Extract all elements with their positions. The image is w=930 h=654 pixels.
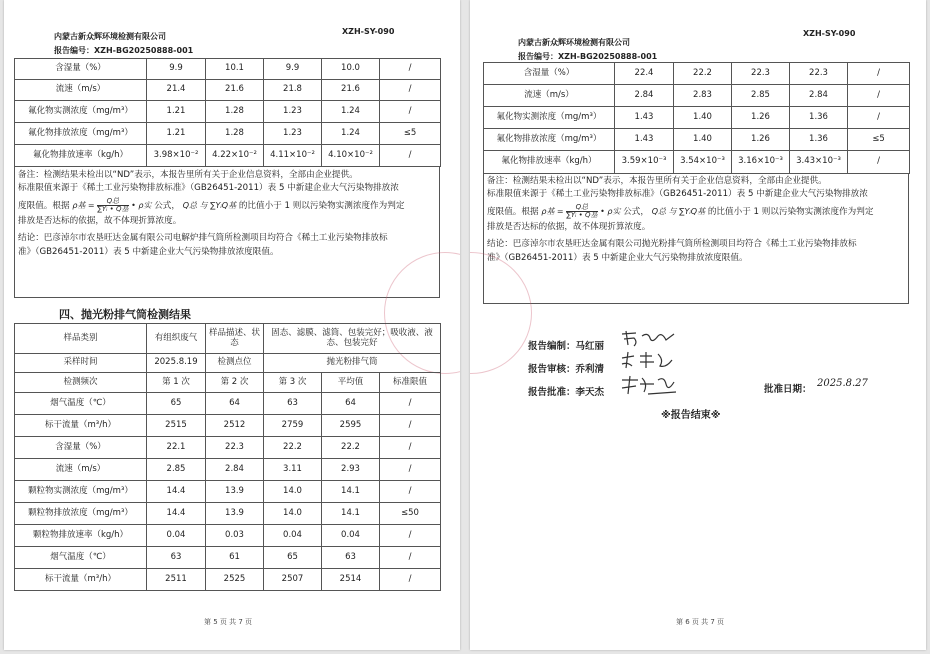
conclusion: 结论：巴彦淖尔市农垦旺达金属有限公司抛光粉排气筒所检测项目均符合《稀土工业污染物排放标 <box>487 239 857 250</box>
report-end: ※报告结束※ <box>661 410 721 421</box>
signature-image <box>618 374 682 398</box>
table-row: 颗粒物排放浓度（mg/m³） 14.4 13.9 14.0 14.1 ≤50 <box>15 503 441 525</box>
table-row: 标干流量（m³/h） 2511 2525 2507 2514 / <box>15 569 441 591</box>
report-number: 报告编号：XZH-BG20250888-001 <box>54 46 194 55</box>
approve-date-value: 2025.8.27 <box>817 378 868 389</box>
table-row: 流速（m/s） 21.4 21.6 21.8 21.6 / <box>15 80 441 101</box>
note-line: 标准限值来源于《稀土工业污染物排放标准》（GB26451-2011）表 5 中新建企业大气污染物排放浓 <box>487 189 868 200</box>
formula-line: 度限值。根据 ρ基 = $\frac{\text{Q总}}{\text{∑Yᵢ • Q基}}$ • ρ实 公式， Q总 与 ∑YᵢQ基 的比值小于 1 则以污染物实测浓度作为判定 <box>487 202 874 219</box>
company-name: 内蒙古新众辉环境检测有限公司 <box>54 32 166 41</box>
conclusion: 准》（GB26451-2011）表 5 中新建企业大气污染物排放浓度限值。 <box>487 252 748 263</box>
formula-line: 度限值。根据 ρ基 = $\frac{\text{Q总}}{\text{∑Yᵢ • Q基}}$ • ρ实 公式， Q总 与 ∑YᵢQ基 的比值小于 1 则以污染物实测浓度作为判定 <box>18 196 405 213</box>
table-row: 颗粒物实测浓度（mg/m³） 14.4 13.9 14.0 14.1 / <box>15 481 441 503</box>
formula: ρ基 = $\frac{\text{Q总}}{\text{∑Yᵢ • Q基}}$ • ρ实 <box>541 202 621 219</box>
table-row: 氟化物实测浓度（mg/m³） 1.21 1.28 1.23 1.24 / <box>15 101 441 123</box>
table-row: 颗粒物排放速率（kg/h） 0.04 0.03 0.04 0.04 / <box>15 525 441 547</box>
company-name: 内蒙古新众辉环境检测有限公司 <box>518 38 630 47</box>
note-line: 备注：检测结果未检出以“ND”表示，本报告里所有关于企业信息资料，全部由企业提供。 <box>487 176 827 186</box>
conclusion: 结论：巴彦淖尔市农垦旺达金属有限公司电解炉排气筒所检测项目均符合《稀土工业污染物排放标 <box>18 233 388 244</box>
table-row: 标干流量（m³/h） 2515 2512 2759 2595 / <box>15 415 441 437</box>
table-row: 流速（m/s） 2.84 2.83 2.85 2.84 / <box>484 85 910 107</box>
report-approver: 报告批准：李天杰 <box>528 387 605 398</box>
section-title: 四、抛光粉排气筒检测结果 <box>59 308 191 321</box>
doc-code: XZH-SY-090 <box>342 27 395 36</box>
table-row: 含湿量（%） 9.9 10.1 9.9 10.0 / <box>15 59 441 80</box>
table-row: 氟化物排放速率（kg/h） 3.59×10⁻³ 3.54×10⁻³ 3.16×10⁻³ 3.43×10⁻³ / <box>484 151 910 174</box>
signature-image <box>618 350 678 372</box>
table-row: 样品类别 有组织废气 样品描述、状态 固态、滤膜、滤筒、包装完好；吸收液、液态、包装完好 <box>15 324 441 354</box>
note-line: 备注：检测结果未检出以“ND”表示，本报告里所有关于企业信息资料，全部由企业提供。 <box>18 170 358 180</box>
report-reviewer: 报告审核：乔利清 <box>528 364 605 375</box>
doc-code: XZH-SY-090 <box>803 29 856 38</box>
conclusion: 准》（GB26451-2011）表 5 中新建企业大气污染物排放浓度限值。 <box>18 246 279 257</box>
table-row: 烟气温度（℃） 63 61 65 63 / <box>15 547 441 569</box>
approve-date-label: 批准日期： <box>764 384 812 395</box>
table-row: 含湿量（%） 22.4 22.2 22.3 22.3 / <box>484 63 910 85</box>
table-row: 采样时间 2025.8.19 检测点位 抛光粉排气筒 <box>15 354 441 373</box>
notes-box <box>14 167 440 298</box>
report-number: 报告编号：XZH-BG20250888-001 <box>518 52 658 61</box>
signature-image <box>618 328 678 350</box>
note-line: 标准限值来源于《稀土工业污染物排放标准》（GB26451-2011）表 5 中新建企业大气污染物排放浓 <box>18 183 399 194</box>
page-footer: 第 5 页 共 7 页 <box>204 618 253 626</box>
table-row: 氟化物实测浓度（mg/m³） 1.43 1.40 1.26 1.36 / <box>484 107 910 129</box>
table-row: 含湿量（%） 22.1 22.3 22.2 22.2 / <box>15 437 441 459</box>
report-page-5 <box>4 0 460 650</box>
table-row: 流速（m/s） 2.85 2.84 3.11 2.93 / <box>15 459 441 481</box>
flue-gas-table-continued <box>14 58 441 167</box>
table-row: 氟化物排放速率（kg/h） 3.98×10⁻² 4.22×10⁻² 4.11×10⁻² 4.10×10⁻² / <box>15 145 441 167</box>
notes-box <box>483 173 909 304</box>
formula: ρ基 = $\frac{\text{Q总}}{\text{∑Yᵢ • Q基}}$ • ρ实 <box>72 196 152 213</box>
report-page-6 <box>470 0 926 650</box>
report-editor: 报告编制：马红丽 <box>528 341 605 352</box>
flue-gas-table-continued <box>483 62 910 174</box>
table-row: 检测频次 第 1 次 第 2 次 第 3 次 平均值 标准限值 <box>15 373 441 393</box>
table-row: 氟化物排放浓度（mg/m³） 1.43 1.40 1.26 1.36 ≤5 <box>484 129 910 151</box>
note-line: 排放是否达标的依据，故不体现折算浓度。 <box>487 221 651 232</box>
note-line: 排放是否达标的依据，故不体现折算浓度。 <box>18 215 182 226</box>
table-row: 氟化物排放浓度（mg/m³） 1.21 1.28 1.23 1.24 ≤5 <box>15 123 441 145</box>
table-row: 烟气温度（℃） 65 64 63 64 / <box>15 393 441 415</box>
polishing-powder-table <box>14 323 441 591</box>
page-footer: 第 6 页 共 7 页 <box>676 618 725 626</box>
